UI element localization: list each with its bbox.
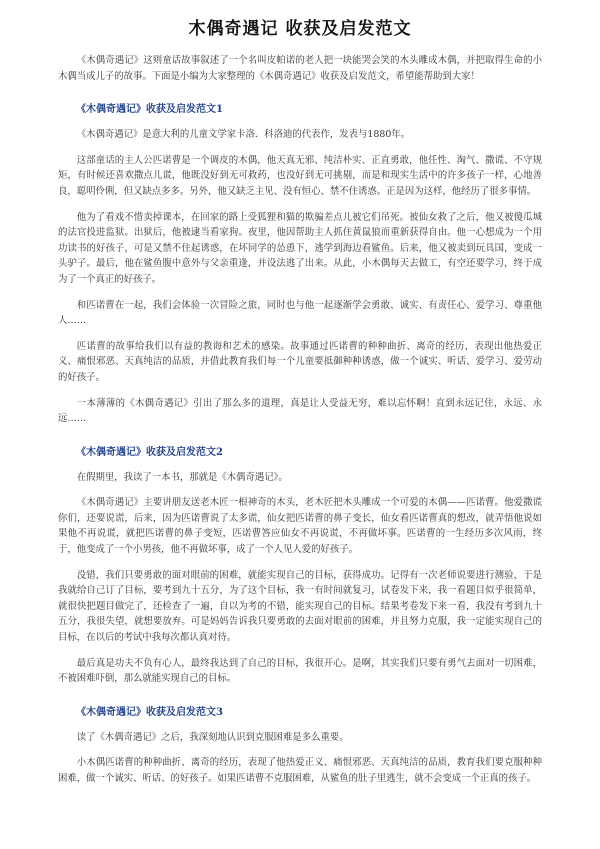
paragraph: 匹诺曹的故事给我们以有益的教诲和艺术的感染。故事通过匹诺曹的种种曲折、离奇的经历，表现出他热爱正义、痛恨邪恶、天真纯洁的品质，并借此教育我们每一个儿童要抵御种种诱惑，做一个诚实、听话、爱学习、爱劳动的好孩子。 — [58, 340, 542, 383]
paragraph: 读了《木偶奇遇记》之后，我深刻地认识到克服困难是多么重要。 — [76, 731, 349, 743]
section-1 — [58, 100, 542, 427]
section-heading: 《木偶奇遇记》收获及启发范文2 — [76, 446, 223, 458]
section-heading: 《木偶奇遇记》收获及启发范文3 — [76, 706, 223, 718]
section-3 — [58, 703, 542, 787]
paragraph: 《木偶奇遇记》是意大利的儿童文学家卡洛．科洛迪的代表作，发表与1880年。 — [76, 129, 411, 141]
intro-paragraph: 《木偶奇遇记》这则童话故事叙述了一个名叫皮帕诺的老人把一块能哭会笑的木头雕成木偶，并把取得生命的小木偶当成儿子的故事。下面是小编为大家整理的《木偶奇遇记》收获及启发范文，希望能帮助到大家！ — [58, 55, 542, 82]
paragraph: 在假期里，我读了一本书，那就是《木偶奇遇记》。 — [76, 471, 288, 483]
paragraph: 和匹诺曹在一起，我们会体验一次冒险之旅，同时也与他一起逐渐学会勇敢、诚实、有责任心、爱学习、尊重他人…… — [58, 299, 542, 327]
section-2 — [58, 443, 542, 687]
paragraph: 小木偶匹诺曹的种种曲折、离奇的经历，表现了他热爱正义、痛恨邪恶、天真纯洁的品质，教育我们要克服种种困难，做一个诚实、听话、的好孩子。如果匹诺曹不克服困难，从鲨鱼的肚子里逃生，就不会变成一个正真的孩子。 — [58, 757, 542, 784]
page-title: 木偶奇遇记 收获及启发范文 — [188, 19, 412, 39]
paragraph: 最后真是功夫不负有心人，最终我达到了自己的目标，我很开心。是啊，其实我们只要有勇气去面对一切困难，不被困难吓倒，那么就能实现自己的目标。 — [58, 657, 542, 685]
paragraph: 这部童话的主人公匹诺曹是一个调皮的木偶，他天真无邪、纯洁朴实、正直勇敢，他任性、淘气、撒谎、不守规矩，有时候还喜欢撒点儿谎，他既没好到无可救药，也没好到无可挑剔，而是和现实生活中的许多孩子一样，心地善良，聪明伶俐，但又缺点多多。另外，他又缺乏主见、没有恒心、禁不住诱惑。正是因为这样，他经历了很多事情。 — [58, 154, 542, 197]
section-heading: 《木偶奇遇记》收获及启发范文1 — [76, 104, 223, 116]
paragraph: 《木偶奇遇记》主要讲朋友送老木匠一根神奇的木头，老木匠把木头雕成一个可爱的木偶——匹诺曹。他爱撒谎你们，还要说谎，后来，因为匹诺曹说了太多谎，仙女把匹诺曹的鼻子变长，仙女看匹诺曹真的想改，就弄悟他说如果他不再说谎，就把匹诺曹的鼻子变短，匹诺曹答应仙女不再说谎，不再做坏事。匹诺曹的一生经历多次风雨，终于，他变成了一个小男孩，他不再做坏事，成了一个人见人爱的好孩子。 — [58, 497, 542, 556]
paragraph: 没错，我们只要勇敢的面对眼前的困难，就能实现自己的目标，获得成功。记得有一次老师说要进行测验，于是我就给自己订了目标，要考到九十五分，为了这个目标，我一有时间就复习，试卷发下来，我一看题目似乎很简单，就很快把题目做完了，还检查了一遍，自以为考的不错，能实现自己的目标。结果考卷发下来一看，我没有考到九十五分，我很失望，就想要放弃。可是妈妈告诉我只要勇敢的去面对眼前的困难，并且努力克服，我一定能实现自己的目标，在以后的考试中我每次都认真对待。 — [58, 569, 542, 644]
paragraph: 他为了看戏不惜卖掉课本，在回家的路上受狐狸和猫的欺骗差点儿被它们吊死。被仙女救了之后，他又被傻瓜城的法官投进监狱。出狱后，他被逮当看家狗。夜里，他因帮助主人抓住黄鼠狼而重新获得自由。他一心想成为一个用功读书的好孩子，可是又禁不住起诱惑，在坏同学的怂恿下，逃学到海边看鲨鱼。后来，他又被卖到玩具国，变成一头驴子。最后，他在鲨鱼腹中意外与父亲重逢，并设法逃了出来。从此，小木偶每天去做工，有空还要学习，终于成为了一个真正的好孩子。 — [58, 211, 542, 285]
paragraph: 一本薄薄的《木偶奇遇记》引出了那么多的道理，真是让人受益无穷，难以忘怀啊！直到永远记住，永远、永远…… — [58, 397, 542, 425]
